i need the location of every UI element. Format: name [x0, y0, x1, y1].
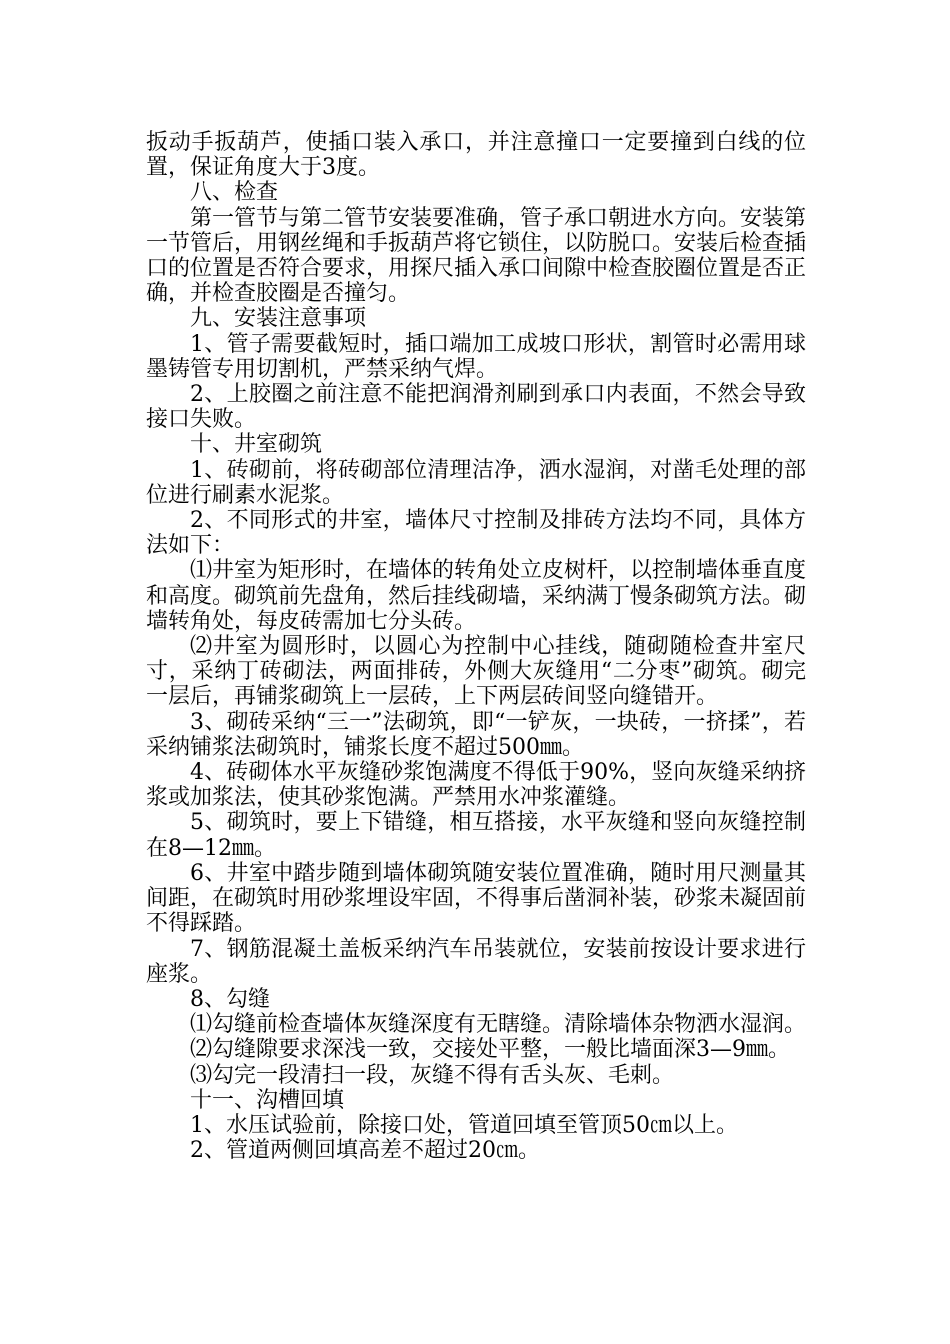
heading-inspection: 八、检查	[190, 180, 279, 206]
heading-installation-notes: 九、安装注意事项	[190, 306, 367, 332]
paragraph-note-2: 2、上胶圈之前注意不能把润滑剂刷到承口内表面，不然会导致接口失败。	[146, 382, 806, 433]
document-page	[146, 130, 806, 1163]
paragraph-note-1: 1、管子需要截短时，插口端加工成坡口形状，割管时必需用球墨铸管专用切割机，严禁采纳气焊。	[146, 331, 806, 382]
paragraph-pointing-2: ⑵勾缝隙要求深浅一致，交接处平整，一般比墙面深3—9㎜。	[190, 1037, 790, 1063]
paragraph-masonry-3: 3、砌砖采纳“三一”法砌筑，即“一铲灰，一块砖，一挤揉”，若采纳铺浆法砌筑时，铺浆长度不超过500㎜。	[146, 709, 806, 760]
paragraph-continuation: 扳动手扳葫芦，使插口装入承口，并注意撞口一定要撞到白线的位置，保证角度大于3度。	[146, 130, 806, 181]
paragraph-masonry-5: 5、砌筑时，要上下错缝，相互搭接，水平灰缝和竖向灰缝控制在8—12㎜。	[146, 810, 806, 861]
paragraph-backfill-1: 1、水压试验前，除接口处，管道回填至管顶50㎝以上。	[190, 1112, 738, 1138]
paragraph-masonry-2: 2、不同形式的井室，墙体尺寸控制及排砖方法均不同，具体方法如下：	[146, 508, 806, 559]
paragraph-inspection: 第一管节与第二管节安装要准确，管子承口朝进水方向。安装第一节管后，用钢丝绳和手扳葫芦将它锁住，以防脱口。安装后检查插口的位置是否符合要求，用探尺插入承口间隙中检查胶圈位置是否正确，并检查胶圈是否撞匀。	[146, 205, 807, 307]
paragraph-pointing-1: ⑴勾缝前检查墙体灰缝深度有无瞎缝。清除墙体杂物洒水湿润。	[190, 1012, 807, 1038]
paragraph-backfill-2: 2、管道两侧回填高差不超过20㎝。	[190, 1138, 540, 1164]
heading-well-masonry: 十、井室砌筑	[190, 432, 323, 458]
paragraph-masonry-6: 6、井室中踏步随到墙体砌筑随安装位置准确，随时用尺测量其间距，在砌筑时用砂浆埋设牢固，不得事后凿洞补装，砂浆未凝固前不得踩踏。	[146, 860, 807, 937]
paragraph-masonry-2-1: ⑴井室为矩形时，在墙体的转角处立皮树杆，以控制墙体垂直度和高度。砌筑前先盘角，然后挂线砌墙，采纳满丁慢条砌筑方法。砌墙转角处，每皮砖需加七分头砖。	[146, 558, 807, 634]
paragraph-masonry-2-2: ⑵井室为圆形时，以圆心为控制中心挂线，随砌随检查井室尺寸，采纳丁砖砌法，两面排砖，外侧大灰缝用“二分枣”砌筑。砌完一层后，再铺浆砌筑上一层砖，上下两层砖间竖向缝错开。	[146, 634, 806, 710]
paragraph-masonry-1: 1、砖砌前，将砖砌部位清理洁净，洒水湿润，对凿毛处理的部位进行刷素水泥浆。	[146, 457, 806, 508]
paragraph-masonry-7: 7、钢筋混凝土盖板采纳汽车吊装就位，安装前按设计要求进行座浆。	[146, 936, 806, 987]
paragraph-pointing-3: ⑶勾完一段清扫一段，灰缝不得有舌头灰、毛刺。	[190, 1062, 675, 1088]
heading-trench-backfill: 十一、沟槽回填	[190, 1087, 345, 1113]
heading-pointing: 8、勾缝	[190, 986, 270, 1012]
paragraph-masonry-4: 4、砖砌体水平灰缝砂浆饱满度不得低于90%，竖向灰缝采纳挤浆或加浆法，使其砂浆饱满。严禁用水冲浆灌缝。	[146, 760, 806, 811]
